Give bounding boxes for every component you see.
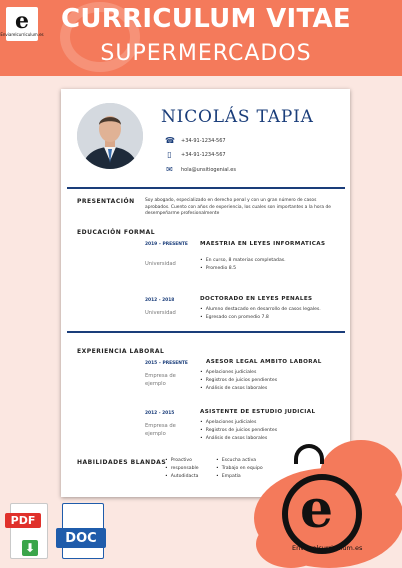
brand-big-letter: e bbox=[300, 479, 334, 540]
doc-label: DOC bbox=[56, 528, 106, 548]
brand-site[interactable]: Enviarelcurriculum.es bbox=[292, 544, 363, 552]
candidate-name: NICOLÁS TAPIA bbox=[161, 107, 314, 127]
list-item: • Empatía bbox=[216, 473, 263, 481]
list-item: • Promedio 8.5 bbox=[200, 265, 286, 273]
download-arrow-icon: ⬇ bbox=[22, 540, 38, 556]
list-item: • Alumno destacado en desarrollo de casos legales. bbox=[200, 306, 321, 314]
skills-column-1 bbox=[165, 457, 199, 482]
section-skills-heading: HABILIDADES BLANDAS bbox=[77, 459, 167, 466]
list-item: • Análisis de casos laborales bbox=[200, 435, 277, 443]
experience-title: ASISTENTE DE ESTUDIO JUDICIAL bbox=[200, 409, 316, 415]
divider bbox=[67, 331, 345, 333]
logo-site: Enviarelcurriculum.es bbox=[0, 32, 44, 37]
email-icon: ✉ bbox=[166, 165, 173, 174]
experience-org: Empresa de ejemplo bbox=[145, 373, 176, 387]
section-education-heading: EDUCACIÓN FORMAL bbox=[77, 229, 156, 236]
list-item: • Apelaciones judiciales bbox=[200, 419, 277, 427]
education-dates: 2012 - 2018 bbox=[145, 298, 175, 303]
contact-email bbox=[165, 166, 236, 173]
list-item: • Egresado con promedio 7.8 bbox=[200, 314, 321, 322]
list-item: • Registros de juicios pendientes bbox=[200, 377, 277, 385]
education-title: MAESTRIA EN LEYES INFORMATICAS bbox=[200, 241, 326, 247]
contact-email-value: hola@unsitiogenial.es bbox=[181, 166, 236, 173]
profile-photo bbox=[77, 103, 143, 169]
pdf-label: PDF bbox=[5, 513, 41, 528]
presentation-text: Soy abogado, especializado en derecho penal y con un gran número de casos aprobados. Cuento con años de experiencia, los cuales son importantes a la hora de desempeñarme profesionalmente bbox=[145, 198, 331, 216]
experience-bullets bbox=[200, 419, 277, 444]
experience-org: Empresa de ejemplo bbox=[145, 423, 176, 437]
list-item: • Registros de juicios pendientes bbox=[200, 427, 277, 435]
experience-bullets bbox=[200, 369, 277, 394]
experience-title: ASESOR LEGAL AMBITO LABORAL bbox=[206, 359, 322, 365]
list-item: • Análisis de casos laborales bbox=[200, 385, 277, 393]
section-experience-heading: EXPERIENCIA LABORAL bbox=[77, 348, 165, 355]
logo-letter: e bbox=[15, 8, 29, 34]
education-org: Universidad bbox=[145, 261, 176, 267]
experience-dates: 2012 - 2015 bbox=[145, 411, 175, 416]
list-item: • Autodidacta bbox=[165, 473, 199, 481]
education-bullets bbox=[200, 257, 286, 273]
phone-icon: ☎ bbox=[165, 136, 175, 145]
contact-mobile-value: +34-91-1234-567 bbox=[181, 151, 226, 158]
header-banner bbox=[0, 0, 402, 76]
experience-dates: 2015 – PRESENTE bbox=[145, 361, 188, 366]
education-title: DOCTORADO EN LEYES PENALES bbox=[200, 296, 313, 302]
education-dates: 2019 – PRESENTE bbox=[145, 242, 188, 247]
education-org: Universidad bbox=[145, 310, 176, 316]
mobile-icon: ▯ bbox=[167, 150, 172, 159]
list-item: • Apelaciones judiciales bbox=[200, 369, 277, 377]
skills-column-2 bbox=[216, 457, 263, 482]
list-item: • Trabajo en equipo bbox=[216, 465, 263, 473]
list-item: • En curso, 8 materias completadas. bbox=[200, 257, 286, 265]
divider bbox=[67, 187, 345, 189]
section-presentation-heading: PRESENTACIÓN bbox=[77, 198, 135, 205]
page-title: CURRICULUM VITAE bbox=[61, 4, 351, 34]
list-item: • Proactivo bbox=[165, 457, 199, 465]
list-item: • responsable bbox=[165, 465, 199, 473]
education-bullets bbox=[200, 306, 321, 322]
contact-mobile bbox=[165, 151, 226, 158]
cv-document bbox=[61, 89, 350, 497]
contact-phone bbox=[165, 137, 226, 144]
page-subtitle: SUPERMERCADOS bbox=[100, 41, 312, 66]
contact-phone-value: +34-91-1234-567 bbox=[181, 137, 226, 144]
list-item: • Escucha activa bbox=[216, 457, 263, 465]
